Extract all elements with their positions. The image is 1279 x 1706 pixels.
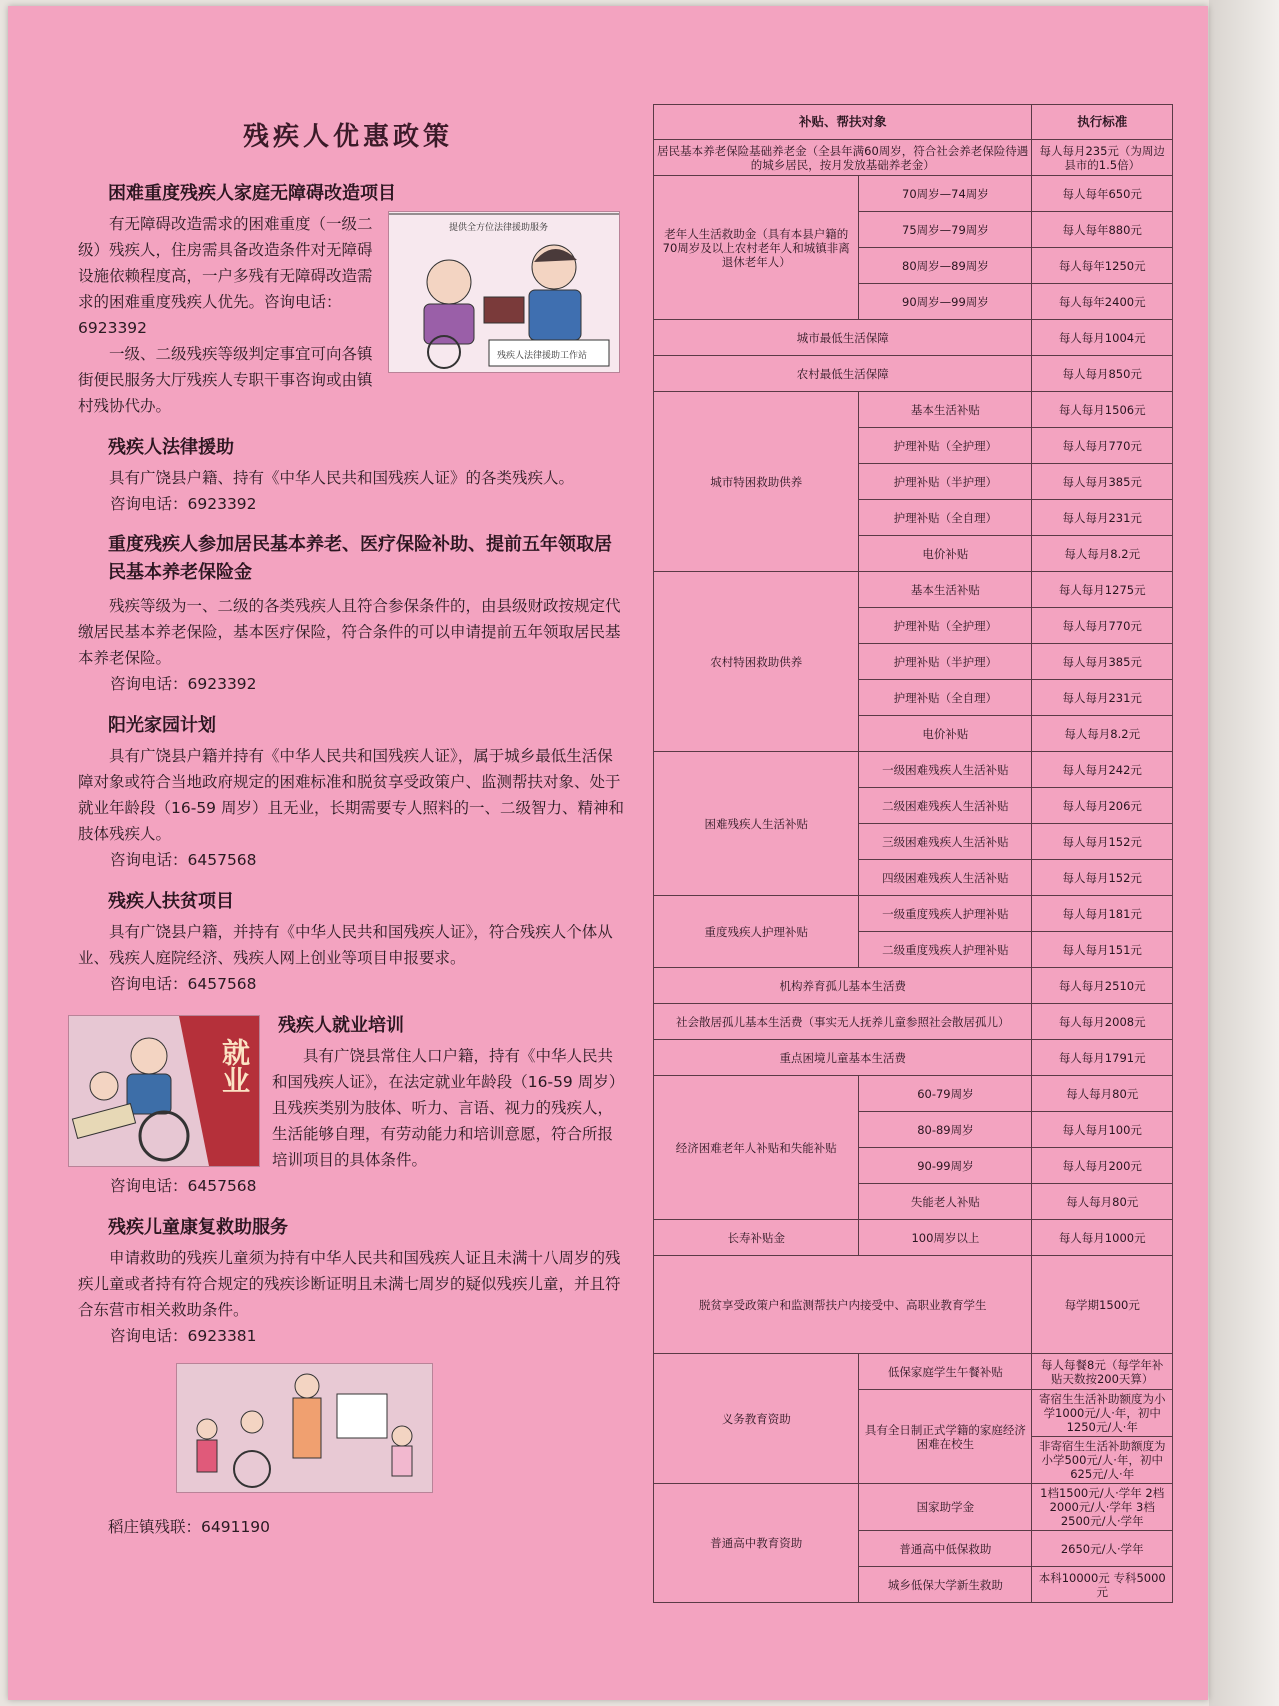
table-cell: 每人每年2400元 — [1032, 284, 1173, 320]
section-employment-training — [68, 1011, 628, 1199]
table-cell: 每人每月2008元 — [1032, 1004, 1173, 1040]
header-target: 补贴、帮扶对象 — [654, 105, 1032, 140]
table-cell: 每人每月152元 — [1032, 860, 1173, 896]
section-accessibility — [68, 179, 628, 419]
table-cell: 80-89周岁 — [859, 1112, 1032, 1148]
table-cell: 60-79周岁 — [859, 1076, 1032, 1112]
table-cell: 每人每月1000元 — [1032, 1220, 1173, 1256]
section-paragraph: 残疾等级为一、二级的各类残疾人且符合参保条件的，由县级财政按规定代缴居民基本养老保险，基本医疗保险，符合条件的可以申请提前五年领取居民基本养老保险。 — [78, 597, 621, 667]
table-cell: 重点困境儿童基本生活费 — [654, 1040, 1032, 1076]
pink-flyer — [8, 6, 1208, 1700]
table-cell: 机构养育孤儿基本生活费 — [654, 968, 1032, 1004]
table-cell: 二级重度残疾人护理补贴 — [859, 932, 1032, 968]
table-cell: 二级困难残疾人生活补贴 — [859, 788, 1032, 824]
table-cell: 护理补贴（全自理） — [859, 500, 1032, 536]
table-cell: 每人每月206元 — [1032, 788, 1173, 824]
table-cell: 每学期1500元 — [1032, 1256, 1173, 1354]
table-row — [654, 320, 1173, 356]
table-cell: 非寄宿生生活补助额度为小学500元/人·年，初中625元/人·年 — [1032, 1437, 1173, 1484]
table-row — [654, 392, 1173, 428]
table-cell: 电价补贴 — [859, 716, 1032, 752]
classroom-drawing — [177, 1364, 432, 1492]
children-rehab-illustration — [176, 1363, 433, 1493]
subsidy-table — [653, 104, 1173, 1603]
table-cell: 困难残疾人生活补贴 — [654, 752, 859, 896]
table-row — [654, 1220, 1173, 1256]
table-row — [654, 1076, 1173, 1112]
legal-aid-illustration — [388, 211, 620, 373]
section-sunshine-home — [68, 711, 628, 873]
table-cell: 电价补贴 — [859, 536, 1032, 572]
table-cell: 农村最低生活保障 — [654, 356, 1032, 392]
table-cell: 国家助学金 — [859, 1484, 1032, 1531]
phone-number: 咨询电话：6457568 — [110, 1177, 257, 1195]
table-cell: 100周岁以上 — [859, 1220, 1032, 1256]
section-title: 重度残疾人参加居民基本养老、医疗保险补助、提前五年领取居民基本养老保险金 — [108, 534, 612, 583]
section-insurance — [68, 531, 628, 697]
table-row — [654, 896, 1173, 932]
table-cell: 重度残疾人护理补贴 — [654, 896, 859, 968]
background-edge — [1209, 0, 1279, 1706]
table-cell: 基本生活补贴 — [859, 392, 1032, 428]
section-paragraph: 具有广饶县户籍、持有《中华人民共和国残疾人证》的各类残疾人。 — [109, 469, 575, 487]
table-cell: 1档1500元/人·学年 2档2000元/人·学年 3档2500元/人·学年 — [1032, 1484, 1173, 1531]
table-cell: 每人每月242元 — [1032, 752, 1173, 788]
employment-illustration — [68, 1015, 260, 1167]
section-title: 困难重度残疾人家庭无障碍改造项目 — [108, 183, 396, 204]
illustration-caption-bottom: 残疾人法律援助工作站 — [497, 351, 588, 361]
table-cell: 农村特困救助供养 — [654, 572, 859, 752]
table-cell: 90周岁—99周岁 — [859, 284, 1032, 320]
subsidy-table-grid — [653, 104, 1173, 1603]
table-cell: 基本生活补贴 — [859, 572, 1032, 608]
table-cell: 每人每月385元 — [1032, 644, 1173, 680]
table-row — [654, 1040, 1173, 1076]
section-title: 阳光家园计划 — [108, 715, 216, 736]
table-cell: 寄宿生生活补助额度为小学1000元/人·年，初中1250元/人·年 — [1032, 1390, 1173, 1437]
table-cell: 护理补贴（全护理） — [859, 428, 1032, 464]
table-cell: 每人每月1004元 — [1032, 320, 1173, 356]
section-title: 残疾人法律援助 — [108, 437, 234, 458]
table-cell: 2650元/人·学年 — [1032, 1531, 1173, 1567]
table-cell: 70周岁—74周岁 — [859, 176, 1032, 212]
table-cell: 本科10000元 专科5000元 — [1032, 1567, 1173, 1603]
table-row — [654, 140, 1173, 176]
policy-column — [68, 116, 628, 1537]
section-legal-aid — [68, 433, 628, 517]
table-cell: 老年人生活救助金（具有本县户籍的70周岁及以上农村老年人和城镇非离退休老年人） — [654, 176, 859, 320]
table-cell: 护理补贴（全护理） — [859, 608, 1032, 644]
table-cell: 一级重度残疾人护理补贴 — [859, 896, 1032, 932]
table-cell: 一级困难残疾人生活补贴 — [859, 752, 1032, 788]
section-title: 残疾人就业培训 — [278, 1015, 404, 1036]
table-cell: 每人每月152元 — [1032, 824, 1173, 860]
table-cell: 每人每月151元 — [1032, 932, 1173, 968]
section-paragraph: 有无障碍改造需求的困难重度（一级二级）残疾人，住房需具备改造条件对无障碍设施依赖程度高，一户多残有无障碍改造需求的困难重度残疾人优先。咨询电话：6923392 — [78, 215, 373, 337]
table-row — [654, 1484, 1173, 1531]
phone-number: 咨询电话：6457568 — [110, 975, 257, 993]
table-cell: 90-99周岁 — [859, 1148, 1032, 1184]
section-paragraph: 具有广饶县常住人口户籍，持有《中华人民共和国残疾人证》，在法定就业年龄段（16-59 周岁）且残疾类别为肢体、听力、言语、视力的残疾人，生活能够自理，有劳动能力和培训意愿，符合所报培训项目的具体条件。 — [272, 1047, 625, 1169]
table-cell: 每人每餐8元（每学年补贴天数按200天算） — [1032, 1354, 1173, 1390]
table-row — [654, 176, 1173, 212]
phone-number: 咨询电话：6923392 — [110, 675, 257, 693]
table-row — [654, 1004, 1173, 1040]
section-title: 残疾人扶贫项目 — [108, 891, 234, 912]
section-paragraph: 具有广饶县户籍，并持有《中华人民共和国残疾人证》，符合残疾人个体从业、残疾人庭院经济、残疾人网上创业等项目申报要求。 — [78, 923, 613, 967]
table-cell: 每人每月850元 — [1032, 356, 1173, 392]
table-cell: 低保家庭学生午餐补贴 — [859, 1354, 1032, 1390]
table-row — [654, 752, 1173, 788]
table-cell: 每人每月770元 — [1032, 608, 1173, 644]
table-cell: 每人每月385元 — [1032, 464, 1173, 500]
illustration-caption-top: 提供全方位法律援助服务 — [449, 223, 549, 233]
table-cell: 具有全日制正式学籍的家庭经济困难在校生 — [859, 1390, 1032, 1484]
table-cell: 长寿补贴金 — [654, 1220, 859, 1256]
section-title: 残疾儿童康复救助服务 — [108, 1217, 288, 1238]
table-cell: 每人每月2510元 — [1032, 968, 1173, 1004]
table-cell: 城乡低保大学新生救助 — [859, 1567, 1032, 1603]
table-cell: 75周岁—79周岁 — [859, 212, 1032, 248]
table-cell: 每人每月80元 — [1032, 1184, 1173, 1220]
section-paragraph: 具有广饶县户籍并持有《中华人民共和国残疾人证》，属于城乡最低生活保障对象或符合当地政府规定的困难标准和脱贫享受政策户、监测帮扶对象、处于就业年龄段（16-59 周岁）且无业，长期需要专人照料的一、二级智力、精神和肢体残疾人。 — [78, 747, 624, 843]
table-cell: 普通高中低保救助 — [859, 1531, 1032, 1567]
phone-number: 咨询电话：6923381 — [110, 1327, 257, 1345]
table-cell: 每人每年880元 — [1032, 212, 1173, 248]
table-cell: 每人每月1275元 — [1032, 572, 1173, 608]
table-row — [654, 1354, 1173, 1390]
table-cell: 每人每月181元 — [1032, 896, 1173, 932]
table-cell: 义务教育资助 — [654, 1354, 859, 1484]
table-cell: 每人每月1791元 — [1032, 1040, 1173, 1076]
table-row — [654, 356, 1173, 392]
section-paragraph: 一级、二级残疾等级判定事宜可向各镇街便民服务大厅残疾人专职干事咨询或由镇村残协代办。 — [78, 345, 373, 415]
table-cell: 每人每年1250元 — [1032, 248, 1173, 284]
table-cell: 护理补贴（半护理） — [859, 644, 1032, 680]
table-cell: 居民基本养老保险基础养老金（全县年满60周岁，符合社会养老保险待遇的城乡居民，按月发放基础养老金） — [654, 140, 1032, 176]
table-cell: 80周岁—89周岁 — [859, 248, 1032, 284]
phone-number: 咨询电话：6457568 — [110, 851, 257, 869]
table-cell: 社会散居孤儿基本生活费（事实无人抚养儿童参照社会散居孤儿） — [654, 1004, 1032, 1040]
table-cell: 每人每月770元 — [1032, 428, 1173, 464]
table-cell: 经济困难老年人补贴和失能补贴 — [654, 1076, 859, 1220]
phone-number: 咨询电话：6923392 — [110, 495, 257, 513]
table-cell: 护理补贴（全自理） — [859, 680, 1032, 716]
table-cell: 失能老人补贴 — [859, 1184, 1032, 1220]
table-cell: 每人每月8.2元 — [1032, 716, 1173, 752]
table-cell: 每人每月80元 — [1032, 1076, 1173, 1112]
table-cell: 每人每月231元 — [1032, 500, 1173, 536]
table-cell: 每人每月200元 — [1032, 1148, 1173, 1184]
table-cell: 城市特困救助供养 — [654, 392, 859, 572]
section-child-rehab — [68, 1213, 628, 1349]
page-title: 残疾人优惠政策 — [242, 122, 453, 152]
table-cell: 每人每月1506元 — [1032, 392, 1173, 428]
table-cell: 每人每月235元（为周边县市的1.5倍） — [1032, 140, 1173, 176]
footer-contact: 稻庄镇残联：6491190 — [108, 1518, 271, 1536]
table-header-row — [654, 105, 1173, 140]
table-cell: 每人每月231元 — [1032, 680, 1173, 716]
header-standard: 执行标准 — [1032, 105, 1173, 140]
section-poverty-relief — [68, 887, 628, 997]
illustration-word: 就业 — [218, 1038, 251, 1094]
table-cell: 每人每月8.2元 — [1032, 536, 1173, 572]
table-body — [654, 140, 1173, 1603]
table-cell: 每人每年650元 — [1032, 176, 1173, 212]
table-row — [654, 1256, 1173, 1354]
table-cell: 脱贫享受政策户和监测帮扶户内接受中、高职业教育学生 — [654, 1256, 1032, 1354]
table-row — [654, 572, 1173, 608]
table-row — [654, 968, 1173, 1004]
table-cell: 三级困难残疾人生活补贴 — [859, 824, 1032, 860]
table-cell: 每人每月100元 — [1032, 1112, 1173, 1148]
table-cell: 四级困难残疾人生活补贴 — [859, 860, 1032, 896]
table-cell: 普通高中教育资助 — [654, 1484, 859, 1603]
table-cell: 护理补贴（半护理） — [859, 464, 1032, 500]
table-cell: 城市最低生活保障 — [654, 320, 1032, 356]
section-paragraph: 申请救助的残疾儿童须为持有中华人民共和国残疾人证且未满十八周岁的残疾儿童或者持有符合规定的残疾诊断证明且未满七周岁的疑似残疾儿童，并且符合东营市相关救助条件。 — [78, 1249, 621, 1319]
